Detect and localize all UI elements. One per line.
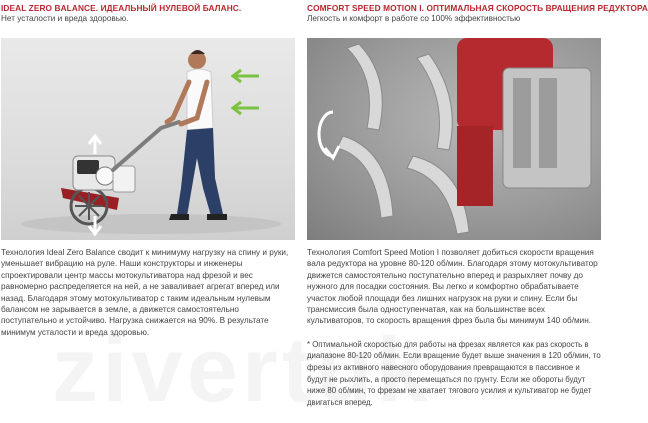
feature-comfort-speed [307, 0, 648, 408]
feature-footnote: * Оптимальной скоростью для работы на фрезах является как раз скорость в диапазоне 80-120 об/мин. Если вращение будет выше значения в 120 об/мин, то фрезы из активного навесного оборудования превращаются в пассивное и будут не рыхлить, а просто перемещаться по грунту. Если же обороты будут ниже 80 об/мин, то фрезам не хватает тягового усилия и культиватор не будет двигаться вперед. [307, 339, 601, 407]
feature-description: Технология Comfort Speed Motion I позволяет добиться скорости вращения вала редуктора на уровне 80-120 об/мин. Благодаря этому мотокультиватор движется самостоятельно поступательно вперед и разрыхляет почву до нужного для посадки состояния. Вы легко и комфортно обрабатываете участок любой площади без лишних нагрузок на руки и спину. Если бы трансмиссия была одноступенчатая, как на большинстве всех культиваторов, то скорость вращения фрез была бы минимум 140 об/мин. [307, 248, 598, 326]
feature-title: COMFORT SPEED MOTION I. ОПТИМАЛЬНАЯ СКОРОСТЬ ВРАЩЕНИЯ РЕДУКТОРА [307, 3, 648, 13]
feature-zero-balance [1, 0, 295, 338]
feature-description: Технология Ideal Zero Balance сводит к минимуму нагрузку на спину и руки, уменьшает вибрацию на руле. Наши конструкторы и инженеры спроектировали центр массы мотокультиватора над фрезой и вес равномерно распределяется на ней, а не заваливает агрегат вперед или назад. Благодаря этому мотокультиватор с таким идеальным нулевым балансом не зарывается в земле, а движется самостоятельно поступательно и устойчиво. Нагрузка снижается на 90%. В результате минимум усталости и вреда здоровью. [1, 248, 289, 337]
tiller-rotating-blades-icon [307, 38, 601, 240]
feature-subtitle: Легкость и комфорт в работе со 100% эффективностью [307, 14, 521, 23]
feature-title: IDEAL ZERO BALANCE. ИДЕАЛЬНЫЙ НУЛЕВОЙ БАЛАНС. [1, 3, 242, 13]
feature-subtitle: Нет усталости и вреда здоровью. [1, 14, 129, 23]
comfort-speed-image [307, 38, 601, 240]
man-operating-tiller-icon [1, 38, 295, 240]
zero-balance-image [1, 38, 295, 240]
